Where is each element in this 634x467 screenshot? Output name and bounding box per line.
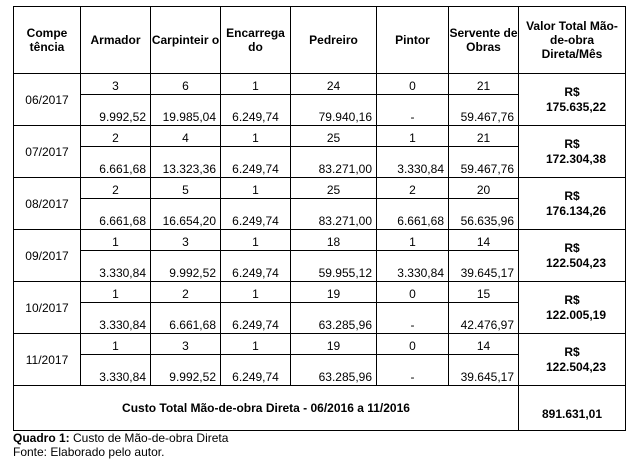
count-cell [377, 126, 449, 147]
cost-value: 13.323,36 [162, 162, 216, 176]
count-cell [377, 230, 449, 251]
value-cell [151, 147, 221, 178]
count-cell [291, 178, 377, 199]
cost-value: 59.955,12 [318, 266, 372, 280]
value-cell [291, 355, 377, 386]
count-value: 1 [112, 235, 119, 249]
count-value: 4 [182, 131, 189, 145]
count-value: 1 [252, 79, 259, 93]
month-total-cell [519, 334, 626, 386]
total-currency: R$ [564, 344, 580, 359]
count-cell [151, 334, 221, 355]
month-total-cell [519, 74, 626, 126]
caption-source: Fonte: Elaborado pelo autor. [13, 445, 165, 459]
total-amount: 176.134,26 [545, 203, 607, 218]
cost-value: 6.661,68 [99, 214, 146, 228]
count-cell [81, 230, 151, 251]
value-cell [221, 303, 291, 334]
count-value: 1 [112, 287, 119, 301]
caption-prefix: Quadro 1: [13, 431, 70, 445]
count-value: 1 [409, 235, 416, 249]
count-cell [151, 178, 221, 199]
month-total-cell [519, 230, 626, 282]
value-cell [81, 199, 151, 230]
header-servente: Servente de Obras [449, 7, 519, 74]
count-value: 19 [326, 339, 341, 353]
count-cell [291, 126, 377, 147]
cost-value: 6.249,74 [232, 370, 279, 384]
cost-value: 9.992,52 [99, 110, 146, 124]
cost-value: 6.249,74 [232, 214, 279, 228]
header-competencia: Compe tência [14, 7, 81, 74]
header-pedreiro: Pedreiro [291, 7, 377, 74]
count-value: 24 [326, 79, 341, 93]
cost-value: 3.330,84 [397, 162, 444, 176]
cost-value: 6.661,68 [169, 318, 216, 332]
caption-title [13, 431, 228, 445]
total-currency: R$ [564, 240, 580, 255]
count-cell [377, 74, 449, 95]
month-total-cell [519, 282, 626, 334]
caption-title-text: Custo de Mão-de-obra Direta [69, 431, 229, 445]
footer-label: Custo Total Mão-de-obra Direta - 06/2016 a 11/2016 [14, 386, 519, 431]
count-cell [291, 282, 377, 303]
value-cell [81, 147, 151, 178]
cost-value: - [410, 110, 415, 124]
count-value: 1 [252, 131, 259, 145]
value-cell [449, 303, 519, 334]
count-value: 1 [112, 339, 119, 353]
count-cell [221, 334, 291, 355]
count-value: 3 [182, 339, 189, 353]
count-value: 2 [112, 131, 119, 145]
total-amount: 172.304,38 [545, 151, 607, 166]
cost-value: 39.645,17 [460, 370, 514, 384]
count-value: 0 [409, 339, 416, 353]
count-cell [151, 126, 221, 147]
count-cell [377, 282, 449, 303]
value-cell [221, 251, 291, 282]
count-value: 18 [326, 235, 341, 249]
value-cell [291, 95, 377, 126]
cost-value: 3.330,84 [99, 370, 146, 384]
cost-value: 6.249,74 [232, 110, 279, 124]
header-carpinteiro: Carpinteir o [151, 7, 221, 74]
count-cell [449, 74, 519, 95]
count-value: 5 [182, 183, 189, 197]
count-value: 25 [326, 183, 341, 197]
value-cell [377, 303, 449, 334]
value-cell [151, 251, 221, 282]
cost-value: - [410, 318, 415, 332]
count-cell [449, 230, 519, 251]
count-value: 1 [252, 287, 259, 301]
total-amount: 122.504,23 [545, 255, 607, 270]
value-cell [81, 355, 151, 386]
count-cell [151, 230, 221, 251]
count-cell [377, 178, 449, 199]
count-cell [377, 334, 449, 355]
value-cell [151, 303, 221, 334]
value-cell [221, 147, 291, 178]
month-cell: 11/2017 [14, 334, 81, 386]
value-cell [291, 199, 377, 230]
cost-value: 59.467,76 [460, 110, 514, 124]
count-cell [151, 74, 221, 95]
value-cell [449, 251, 519, 282]
count-cell [151, 282, 221, 303]
cost-value: - [410, 370, 415, 384]
value-cell [449, 199, 519, 230]
count-value: 14 [476, 339, 491, 353]
total-currency: R$ [564, 136, 580, 151]
count-value: 2 [182, 287, 189, 301]
value-cell [221, 355, 291, 386]
count-cell [449, 178, 519, 199]
count-value: 6 [182, 79, 189, 93]
count-value: 2 [112, 183, 119, 197]
cost-value: 39.645,17 [460, 266, 514, 280]
value-cell [449, 95, 519, 126]
table-row-counts [14, 230, 626, 251]
cost-value: 9.992,52 [169, 370, 216, 384]
cost-value: 83.271,00 [318, 162, 372, 176]
count-cell [81, 334, 151, 355]
header-pintor: Pintor [377, 7, 449, 74]
table-row-counts [14, 178, 626, 199]
count-value: 0 [409, 287, 416, 301]
cost-value: 3.330,84 [99, 318, 146, 332]
total-amount: 175.635,22 [545, 99, 607, 114]
value-cell [291, 251, 377, 282]
count-value: 14 [476, 235, 491, 249]
table-caption [13, 431, 228, 459]
count-cell [81, 126, 151, 147]
total-currency: R$ [564, 188, 580, 203]
count-cell [221, 230, 291, 251]
table-row-counts [14, 334, 626, 355]
cost-value: 63.285,96 [318, 370, 372, 384]
count-value: 1 [252, 339, 259, 353]
value-cell [151, 95, 221, 126]
cost-value: 3.330,84 [99, 266, 146, 280]
value-cell [221, 199, 291, 230]
month-cell: 07/2017 [14, 126, 81, 178]
count-cell [449, 282, 519, 303]
count-value: 25 [326, 131, 341, 145]
count-value: 1 [252, 235, 259, 249]
count-cell [449, 334, 519, 355]
total-amount: 122.005,19 [545, 307, 607, 322]
month-cell: 10/2017 [14, 282, 81, 334]
value-cell [151, 355, 221, 386]
cost-value: 6.249,74 [232, 266, 279, 280]
header-row [14, 7, 626, 74]
cost-value: 56.635,96 [460, 214, 514, 228]
value-cell [377, 199, 449, 230]
count-cell [81, 74, 151, 95]
month-total-cell [519, 178, 626, 230]
labor-cost-table [13, 6, 626, 431]
count-value: 1 [409, 131, 416, 145]
cost-value: 59.467,76 [460, 162, 514, 176]
value-cell [449, 355, 519, 386]
count-value: 3 [182, 235, 189, 249]
month-total-cell [519, 126, 626, 178]
count-cell [291, 334, 377, 355]
cost-value: 63.285,96 [318, 318, 372, 332]
table-row-counts [14, 126, 626, 147]
value-cell [81, 95, 151, 126]
count-cell [449, 126, 519, 147]
total-currency: R$ [564, 84, 580, 99]
value-cell [291, 303, 377, 334]
header-valor-total: Valor Total Mão-de-obra Direta/Mês [519, 7, 626, 74]
count-value: 21 [476, 79, 491, 93]
cost-value: 6.249,74 [232, 162, 279, 176]
value-cell [377, 355, 449, 386]
count-cell [291, 230, 377, 251]
count-value: 21 [476, 131, 491, 145]
count-value: 1 [252, 183, 259, 197]
count-value: 0 [409, 79, 416, 93]
cost-value: 83.271,00 [318, 214, 372, 228]
footer-row [14, 386, 626, 431]
cost-value: 9.992,52 [169, 266, 216, 280]
value-cell [377, 251, 449, 282]
count-cell [81, 282, 151, 303]
cost-value: 42.476,97 [460, 318, 514, 332]
value-cell [449, 147, 519, 178]
total-currency: R$ [564, 292, 580, 307]
month-cell: 08/2017 [14, 178, 81, 230]
value-cell [377, 147, 449, 178]
value-cell [151, 199, 221, 230]
cost-value: 6.249,74 [232, 318, 279, 332]
count-cell [221, 74, 291, 95]
count-cell [81, 178, 151, 199]
header-armador: Armador [81, 7, 151, 74]
value-cell [377, 95, 449, 126]
footer-total: 891.631,01 [519, 386, 626, 431]
count-cell [221, 126, 291, 147]
value-cell [221, 95, 291, 126]
count-cell [221, 282, 291, 303]
cost-value: 79.940,16 [318, 110, 372, 124]
month-cell: 06/2017 [14, 74, 81, 126]
count-value: 20 [476, 183, 491, 197]
cost-value: 16.654,20 [162, 214, 216, 228]
header-encarregado: Encarrega do [221, 7, 291, 74]
cost-value: 6.661,68 [99, 162, 146, 176]
count-value: 3 [112, 79, 119, 93]
table-row-counts [14, 282, 626, 303]
cost-value: 6.661,68 [397, 214, 444, 228]
count-cell [221, 178, 291, 199]
total-amount: 122.504,23 [545, 359, 607, 374]
value-cell [291, 147, 377, 178]
table-row-counts [14, 74, 626, 95]
count-value: 2 [409, 183, 416, 197]
cost-value: 3.330,84 [397, 266, 444, 280]
count-value: 15 [476, 287, 491, 301]
month-cell: 09/2017 [14, 230, 81, 282]
value-cell [81, 251, 151, 282]
value-cell [81, 303, 151, 334]
count-cell [291, 74, 377, 95]
cost-value: 19.985,04 [162, 110, 216, 124]
count-value: 19 [326, 287, 341, 301]
